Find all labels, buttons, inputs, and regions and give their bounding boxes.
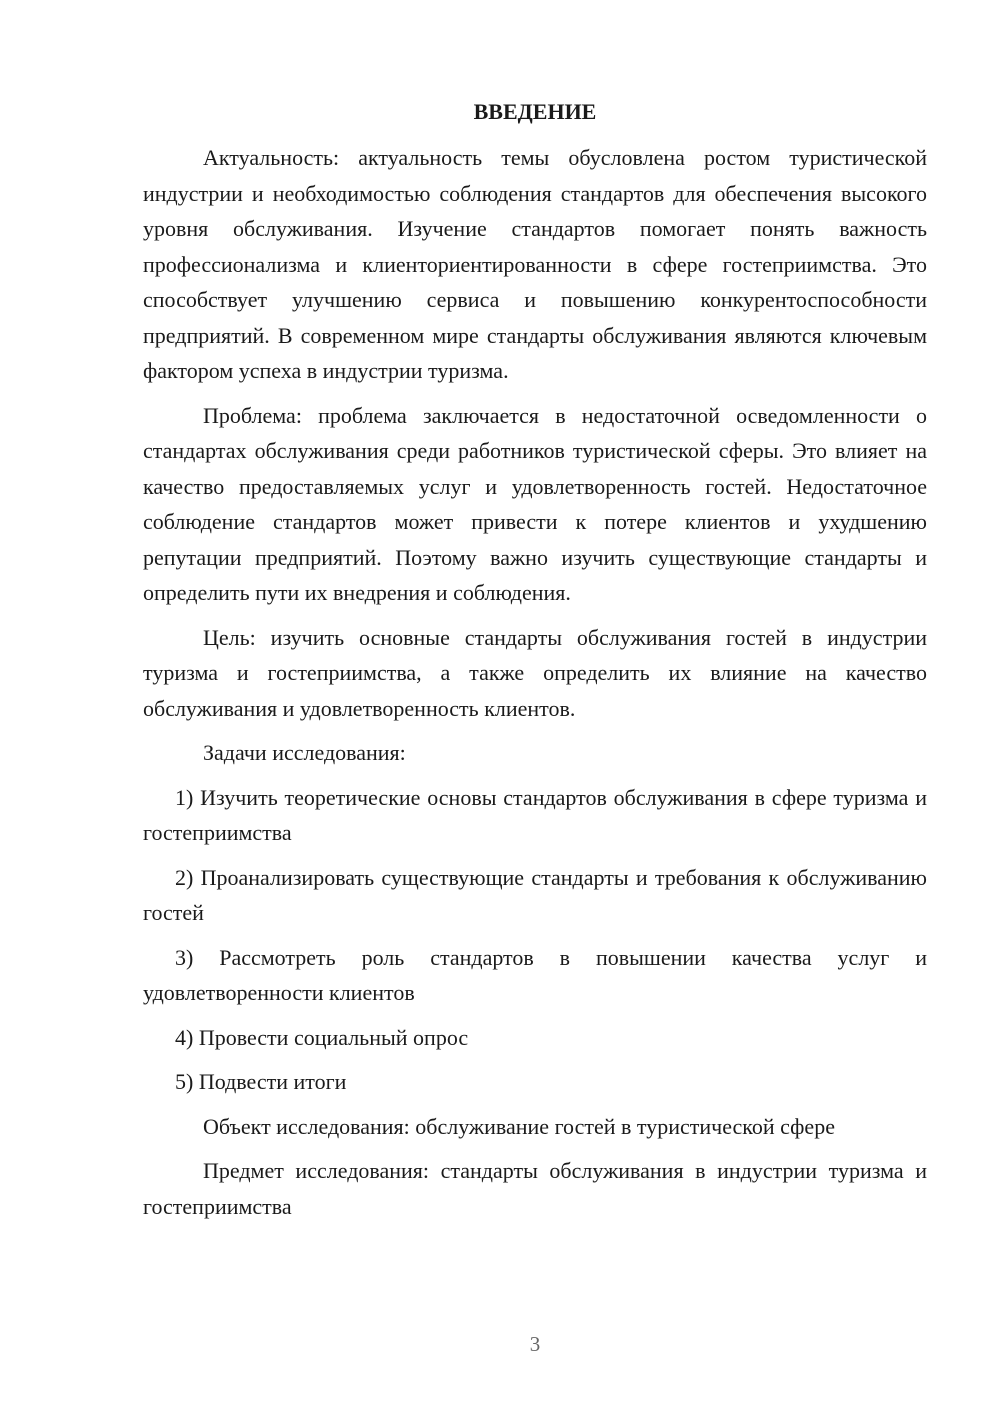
goal-paragraph: Цель: изучить основные стандарты обслуживания гостей в индустрии туризма и гостеприимства, а также определить их влияние на качество обслуживания и удовлетворенность клиентов. xyxy=(143,624,927,721)
page-number: 3 xyxy=(529,1332,541,1356)
task-item: 3) Рассмотреть роль стандартов в повышении качества услуг и удовлетворенности клиентов xyxy=(143,944,927,1005)
tasks-heading: Задачи исследования: xyxy=(203,740,406,765)
task-item: 2) Проанализировать существующие стандарты и требования к обслуживанию гостей xyxy=(143,864,927,925)
page-title: ВВЕДЕНИЕ xyxy=(473,99,597,124)
relevance-paragraph: Актуальность: актуальность темы обусловлена ростом туристической индустрии и необходимостью соблюдения стандартов для обеспечения высокого уровня обслуживания. Изучение стандартов помогает понять важность профессионализма и клиенториентированности в сфере гостеприимства. Это способствует улучшению сервиса и повышению конкурентоспособности предприятий. В современном мире стандарты обслуживания являются ключевым фактором успеха в индустрии туризма. xyxy=(143,145,927,383)
subject-paragraph: Предмет исследования: стандарты обслуживания в индустрии туризма и гостеприимства xyxy=(143,1158,927,1219)
task-item: 4) Провести социальный опрос xyxy=(175,1024,469,1050)
document-page xyxy=(143,94,927,1233)
task-item: 1) Изучить теоретические основы стандартов обслуживания в сфере туризма и гостеприимства xyxy=(143,784,927,845)
object-paragraph: Объект исследования: обслуживание гостей в туристической сфере xyxy=(203,1113,835,1139)
problem-paragraph: Проблема: проблема заключается в недостаточной осведомленности о стандартах обслуживания среди работников туристической сферы. Это влияет на качество предоставляемых услуг и удовлетворенность гостей. Недостаточное соблюдение стандартов может привести к потере клиентов и ухудшению репутации предприятий. Поэтому важно изучить существующие стандарты и определить пути их внедрения и соблюдения. xyxy=(143,402,927,605)
task-item: 5) Подвести итоги xyxy=(175,1069,347,1094)
